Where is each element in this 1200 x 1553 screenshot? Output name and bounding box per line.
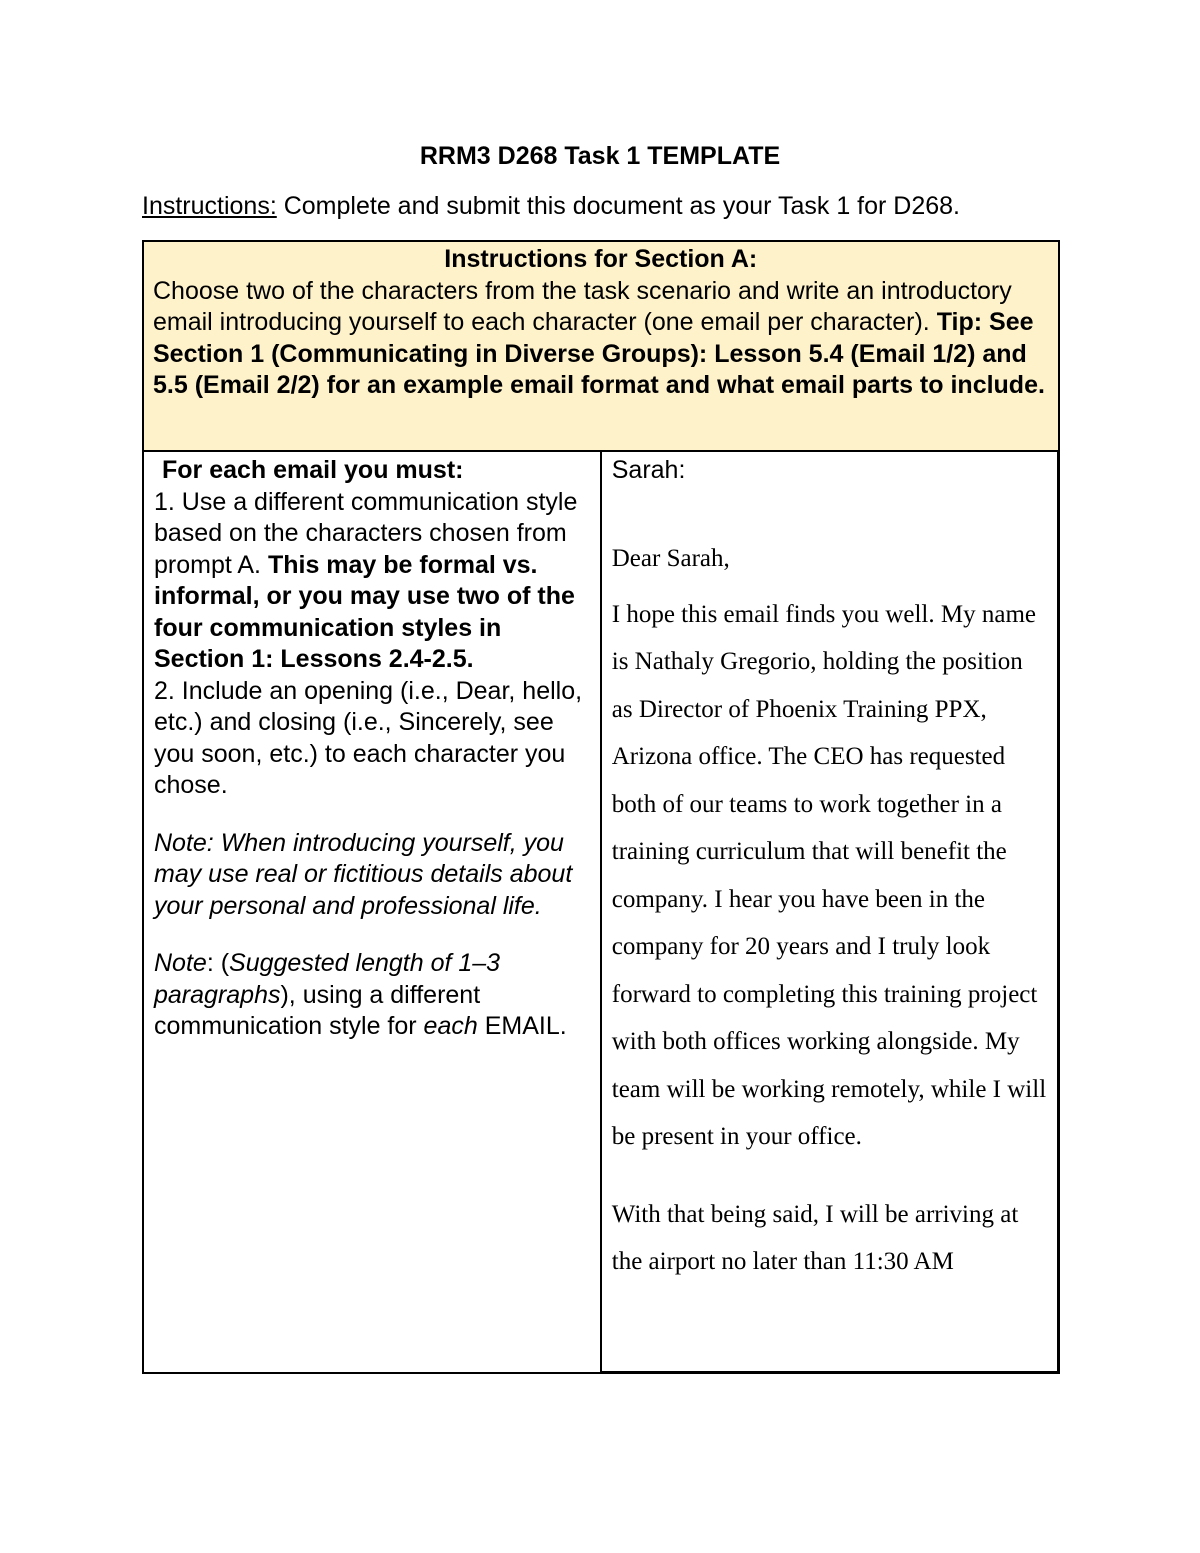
email-paragraph-2: With that being said, I will be arriving at the airport no later than 11:30 AM [611, 1200, 1019, 1275]
instructions-label: Instructions: [142, 192, 277, 220]
instructions-line [142, 192, 960, 221]
requirement-item-1-text: 1. Use a different communication style based on the characters chosen from prompt A. [154, 487, 578, 579]
section-a-text: Choose two of the characters from the task scenario and write an introductory email introducing yourself to each character (one email per character). [153, 276, 1012, 336]
section-a-instructions-cell [143, 241, 1059, 451]
section-a-tip: Tip: See Section 1 (Communicating in Diverse Groups): Lesson 5.4 (Email 1/2) and 5.5 (Email 2/2) for an example email format and what email parts to include. [153, 308, 1045, 399]
instructions-text: Complete and submit this document as your Task 1 for D268. [276, 192, 960, 220]
requirement-item-1 [154, 487, 590, 676]
section-a-table [142, 240, 1060, 1374]
email-paragraph-1: I hope this email finds you well. My name is Nathaly Gregorio, holding the position as Director of Phoenix Training PPX, Arizona office. The CEO has requested both of our teams to work together in a training curriculum that will benefit the company. I hear you have been in the company for 20 years and I truly look forward to completing this training project with both offices working alongside. My team will be working remotely, while I will be present in your office. [611, 600, 1047, 1150]
note-length-open: : ( [206, 949, 230, 977]
requirement-item-2: 2. Include an opening (i.e., Dear, hello, etc.) and closing (i.e., Sincerely, see you soon, etc.) to each character you chose. [154, 676, 583, 799]
note-length-end: EMAIL. [477, 1012, 567, 1040]
note-length [154, 948, 590, 1043]
document-title: RRM3 D268 Task 1 TEMPLATE [419, 142, 781, 170]
note-length-middle: ), using a different communication style for [154, 980, 481, 1040]
email-cell [601, 451, 1059, 1373]
note-length-suggestion: Suggested length of 1–3 paragraphs [154, 949, 501, 1009]
requirement-item-1-emphasis: This may be formal vs. informal, or you may use two of the four communication styles in Section 1: Lessons 2.4-2.5. [154, 550, 575, 673]
note-personal-details: Note: When introducing yourself, you may use real or fictitious details about your personal and professional life. [154, 828, 573, 920]
email-greeting: Dear Sarah, [611, 544, 730, 572]
requirements-heading: For each email you must: [162, 456, 464, 484]
note-length-each: each [423, 1012, 478, 1040]
email-recipient-label: Sarah: [611, 456, 686, 484]
requirements-cell [143, 451, 601, 1373]
section-a-instructions [153, 276, 1049, 402]
section-a-heading: Instructions for Section A: [444, 245, 758, 273]
note-length-label: Note [154, 949, 207, 977]
